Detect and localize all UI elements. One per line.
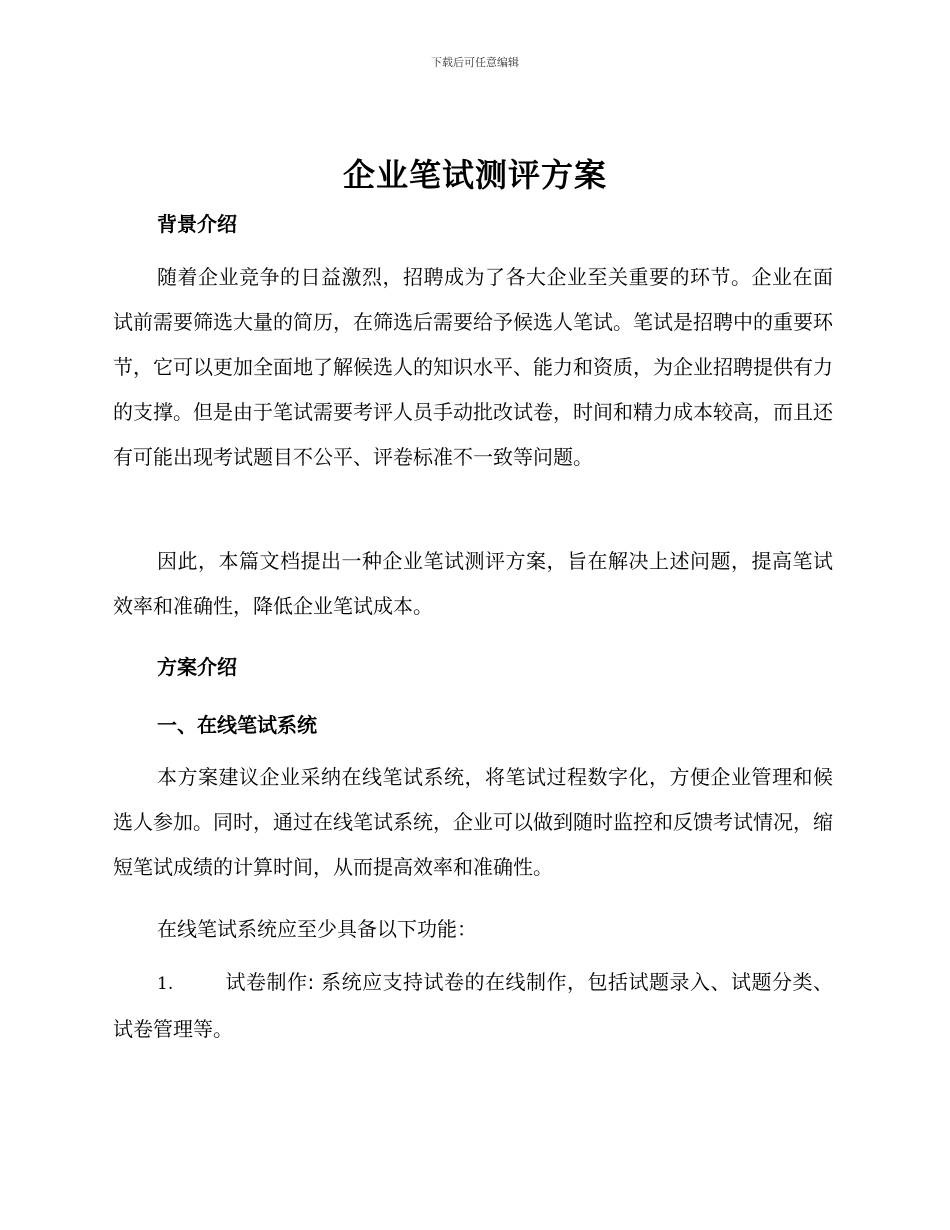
list-item-text: 试卷制作: 系统应支持试卷的在线制作，包括试题录入、试题分类、试卷管理等。 <box>113 970 833 1041</box>
subheading-online-exam-system: 一、在线笔试系统 <box>157 713 317 737</box>
paragraph-background-1: 随着企业竞争的日益激烈，招聘成为了各大企业至关重要的环节。企业在面试前需要筛选大量的简历，在筛选后需要给予候选人笔试。笔试是招聘中的重要环节，它可以更加全面地了解候选人的知识水平、能力和资质，为企业招聘提供有力的支撑。但是由于笔试需要考评人员手动批改试卷，时间和精力成本较高，而且还有可能出现考试题目不公平、评卷标准不一致等问题。 <box>113 265 833 469</box>
header-note: 下载后可任意编辑 <box>431 56 519 69</box>
list-item <box>113 960 833 1052</box>
section-heading-plan: 方案介绍 <box>157 655 237 679</box>
paragraph-online-1: 本方案建议企业采纳在线笔试系统，将笔试过程数字化，方便企业管理和候选人参加。同时，通过在线笔试系统，企业可以做到随时监控和反馈考试情况，缩短笔试成绩的计算时间，从而提高效率和准确性。 <box>113 765 833 879</box>
list-item-number: 1. <box>157 974 174 994</box>
paragraph-background-2: 因此，本篇文档提出一种企业笔试测评方案，旨在解决上述问题，提高笔试效率和准确性，降低企业笔试成本。 <box>113 549 833 618</box>
section-heading-background: 背景介绍 <box>157 212 237 236</box>
document-title: 企业笔试测评方案 <box>342 156 607 194</box>
paragraph-online-2: 在线笔试系统应至少具备以下功能： <box>157 917 477 941</box>
